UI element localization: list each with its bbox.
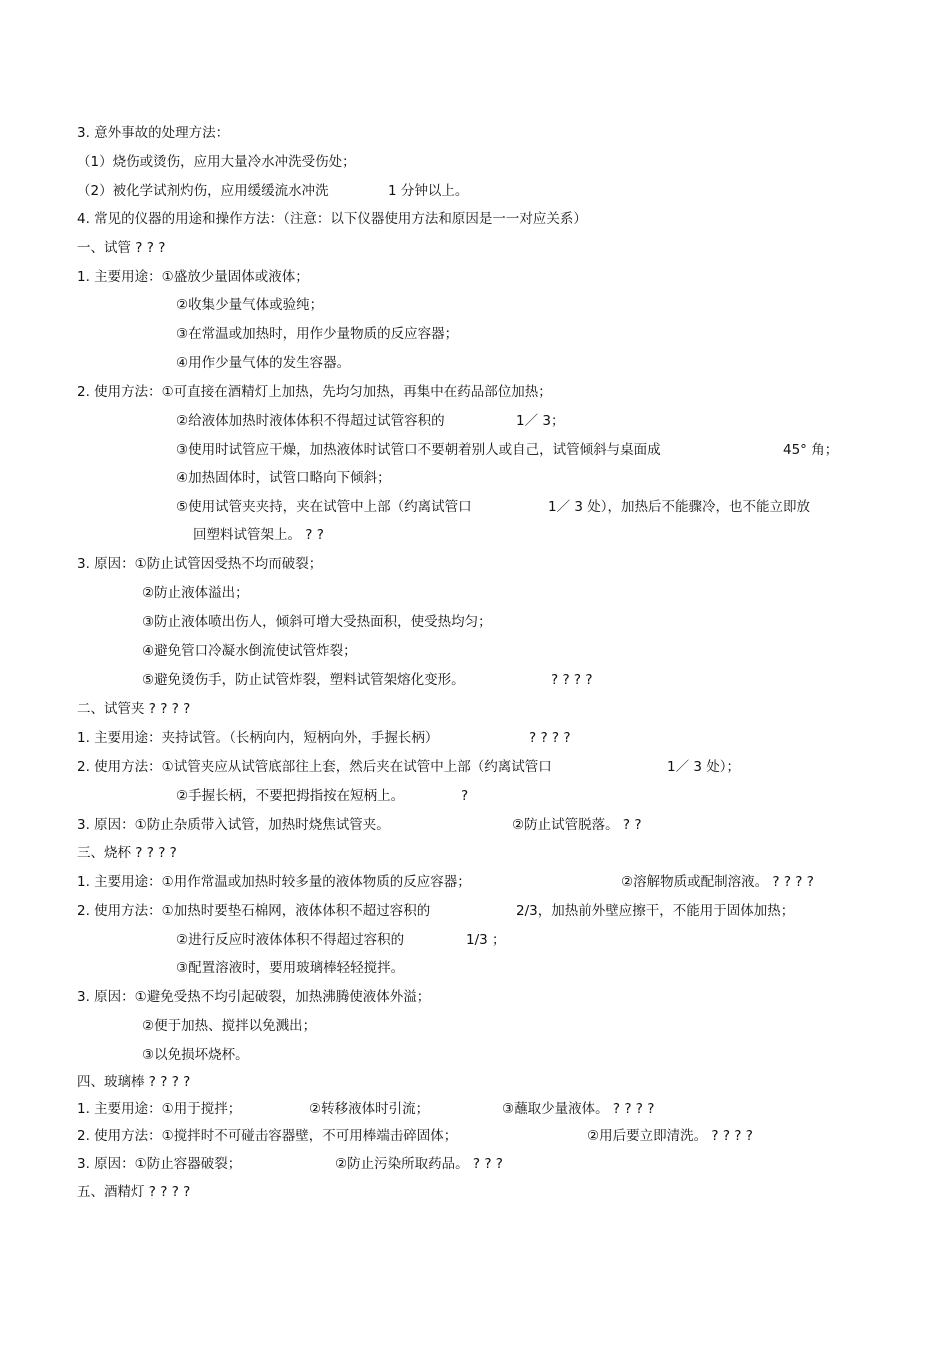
text-segment: ③蘸取少量液体。 ? ? ? ?: [502, 1101, 655, 1117]
text-segment: ⑤使用试管夹夹持，夹在试管中上部（约离试管口: [176, 499, 472, 515]
text-segment: 1／ 3 处）；: [667, 759, 741, 775]
text-segment: 四、玻璃棒 ? ? ? ?: [77, 1074, 191, 1090]
text-segment: 1. 主要用途：①用于搅拌；: [77, 1101, 242, 1117]
text-segment: ④加热固体时，试管口略向下倾斜；: [176, 470, 391, 486]
text-segment: 二、试管夹 ? ? ? ?: [77, 701, 191, 717]
text-segment: 1／ 3；: [516, 413, 565, 429]
text-segment: 3. 原因：①防止试管因受热不均而破裂；: [77, 556, 323, 572]
text-segment: ④避免管口冷凝水倒流使试管炸裂；: [142, 643, 357, 659]
text-segment: ③使用时试管应干燥，加热液体时试管口不要朝着别人或自己，试管倾斜与桌面成: [176, 442, 661, 458]
text-segment: 回塑料试管架上。 ? ?: [193, 527, 324, 543]
text-segment: （2）被化学试剂灼伤，应用缓缓流水冲洗: [77, 183, 329, 199]
text-segment: 2. 使用方法：①加热时要垫石棉网，液体体积不超过容积的: [77, 903, 431, 919]
text-segment: ②手握长柄，不要把拇指按在短柄上。: [176, 788, 405, 804]
text-segment: 45° 角；: [783, 442, 839, 458]
text-segment: 3. 原因：①防止杂质带入试管，加热时烧焦试管夹。: [77, 817, 390, 833]
text-segment: 2. 使用方法：①搅拌时不可碰击容器壁，不可用棒端击碎固体；: [77, 1128, 458, 1144]
text-segment: 五、酒精灯 ? ? ? ?: [77, 1184, 191, 1200]
text-segment: ? ? ? ?: [551, 672, 593, 688]
text-segment: 三、烧杯 ? ? ? ?: [77, 845, 177, 861]
text-segment: （1）烧伤或烫伤，应用大量冷水冲洗受伤处；: [77, 154, 356, 170]
text-segment: ⑤避免烫伤手，防止试管炸裂，塑料试管架熔化变形。: [142, 672, 465, 688]
text-segment: ②溶解物质或配制溶液。 ? ? ? ?: [621, 874, 814, 890]
text-segment: ②防止液体溢出；: [142, 585, 249, 601]
text-segment: ③防止液体喷出伤人，倾斜可增大受热面积，使受热均匀；: [142, 614, 492, 630]
text-segment: 4. 常见的仪器的用途和操作方法：（注意：以下仪器使用方法和原因是一一对应关系）: [77, 211, 587, 227]
text-segment: ②给液体加热时液体体积不得超过试管容积的: [176, 413, 445, 429]
text-segment: 2. 使用方法：①可直接在酒精灯上加热，先均匀加热，再集中在药品部位加热；: [77, 384, 552, 400]
text-segment: ④用作少量气体的发生容器。: [176, 355, 351, 371]
text-segment: 2/3，加热前外壁应擦干，不能用于固体加热；: [516, 903, 795, 919]
text-segment: 1/3 ；: [466, 932, 506, 948]
text-segment: ②用后要立即清洗。 ? ? ? ?: [587, 1128, 753, 1144]
text-segment: 3. 原因：①防止容器破裂；: [77, 1156, 242, 1172]
text-segment: 1 分钟以上。: [388, 183, 469, 199]
text-segment: 1／ 3 处），加热后不能骤冷，也不能立即放: [548, 499, 811, 515]
text-segment: ②防止试管脱落。 ? ?: [512, 817, 642, 833]
text-segment: ? ? ? ?: [529, 730, 571, 746]
text-segment: ③配置溶液时，要用玻璃棒轻轻搅拌。: [176, 960, 405, 976]
text-segment: 一、试管 ? ? ?: [77, 240, 166, 256]
text-segment: ?: [461, 788, 469, 804]
text-segment: 2. 使用方法：①试管夹应从试管底部往上套，然后夹在试管中上部（约离试管口: [77, 759, 552, 775]
text-segment: 1. 主要用途：①盛放少量固体或液体；: [77, 269, 309, 285]
text-segment: 1. 主要用途：①用作常温或加热时较多量的液体物质的反应容器；: [77, 874, 471, 890]
text-segment: 3. 意外事故的处理方法：: [77, 125, 230, 141]
text-segment: ②进行反应时液体体积不得超过容积的: [176, 932, 405, 948]
text-segment: 1. 主要用途：夹持试管。（长柄向内，短柄向外，手握长柄）: [77, 730, 439, 746]
text-segment: ③以免损坏烧杯。: [142, 1047, 249, 1063]
text-segment: ②转移液体时引流；: [309, 1101, 430, 1117]
text-segment: ②便于加热、搅拌以免溅出；: [142, 1018, 317, 1034]
text-segment: ②收集少量气体或验纯；: [176, 297, 324, 313]
text-segment: 3. 原因：①避免受热不均引起破裂，加热沸腾使液体外溢；: [77, 989, 431, 1005]
text-segment: ③在常温或加热时，用作少量物质的反应容器；: [176, 326, 459, 342]
text-segment: ②防止污染所取药品。 ? ? ?: [335, 1156, 503, 1172]
